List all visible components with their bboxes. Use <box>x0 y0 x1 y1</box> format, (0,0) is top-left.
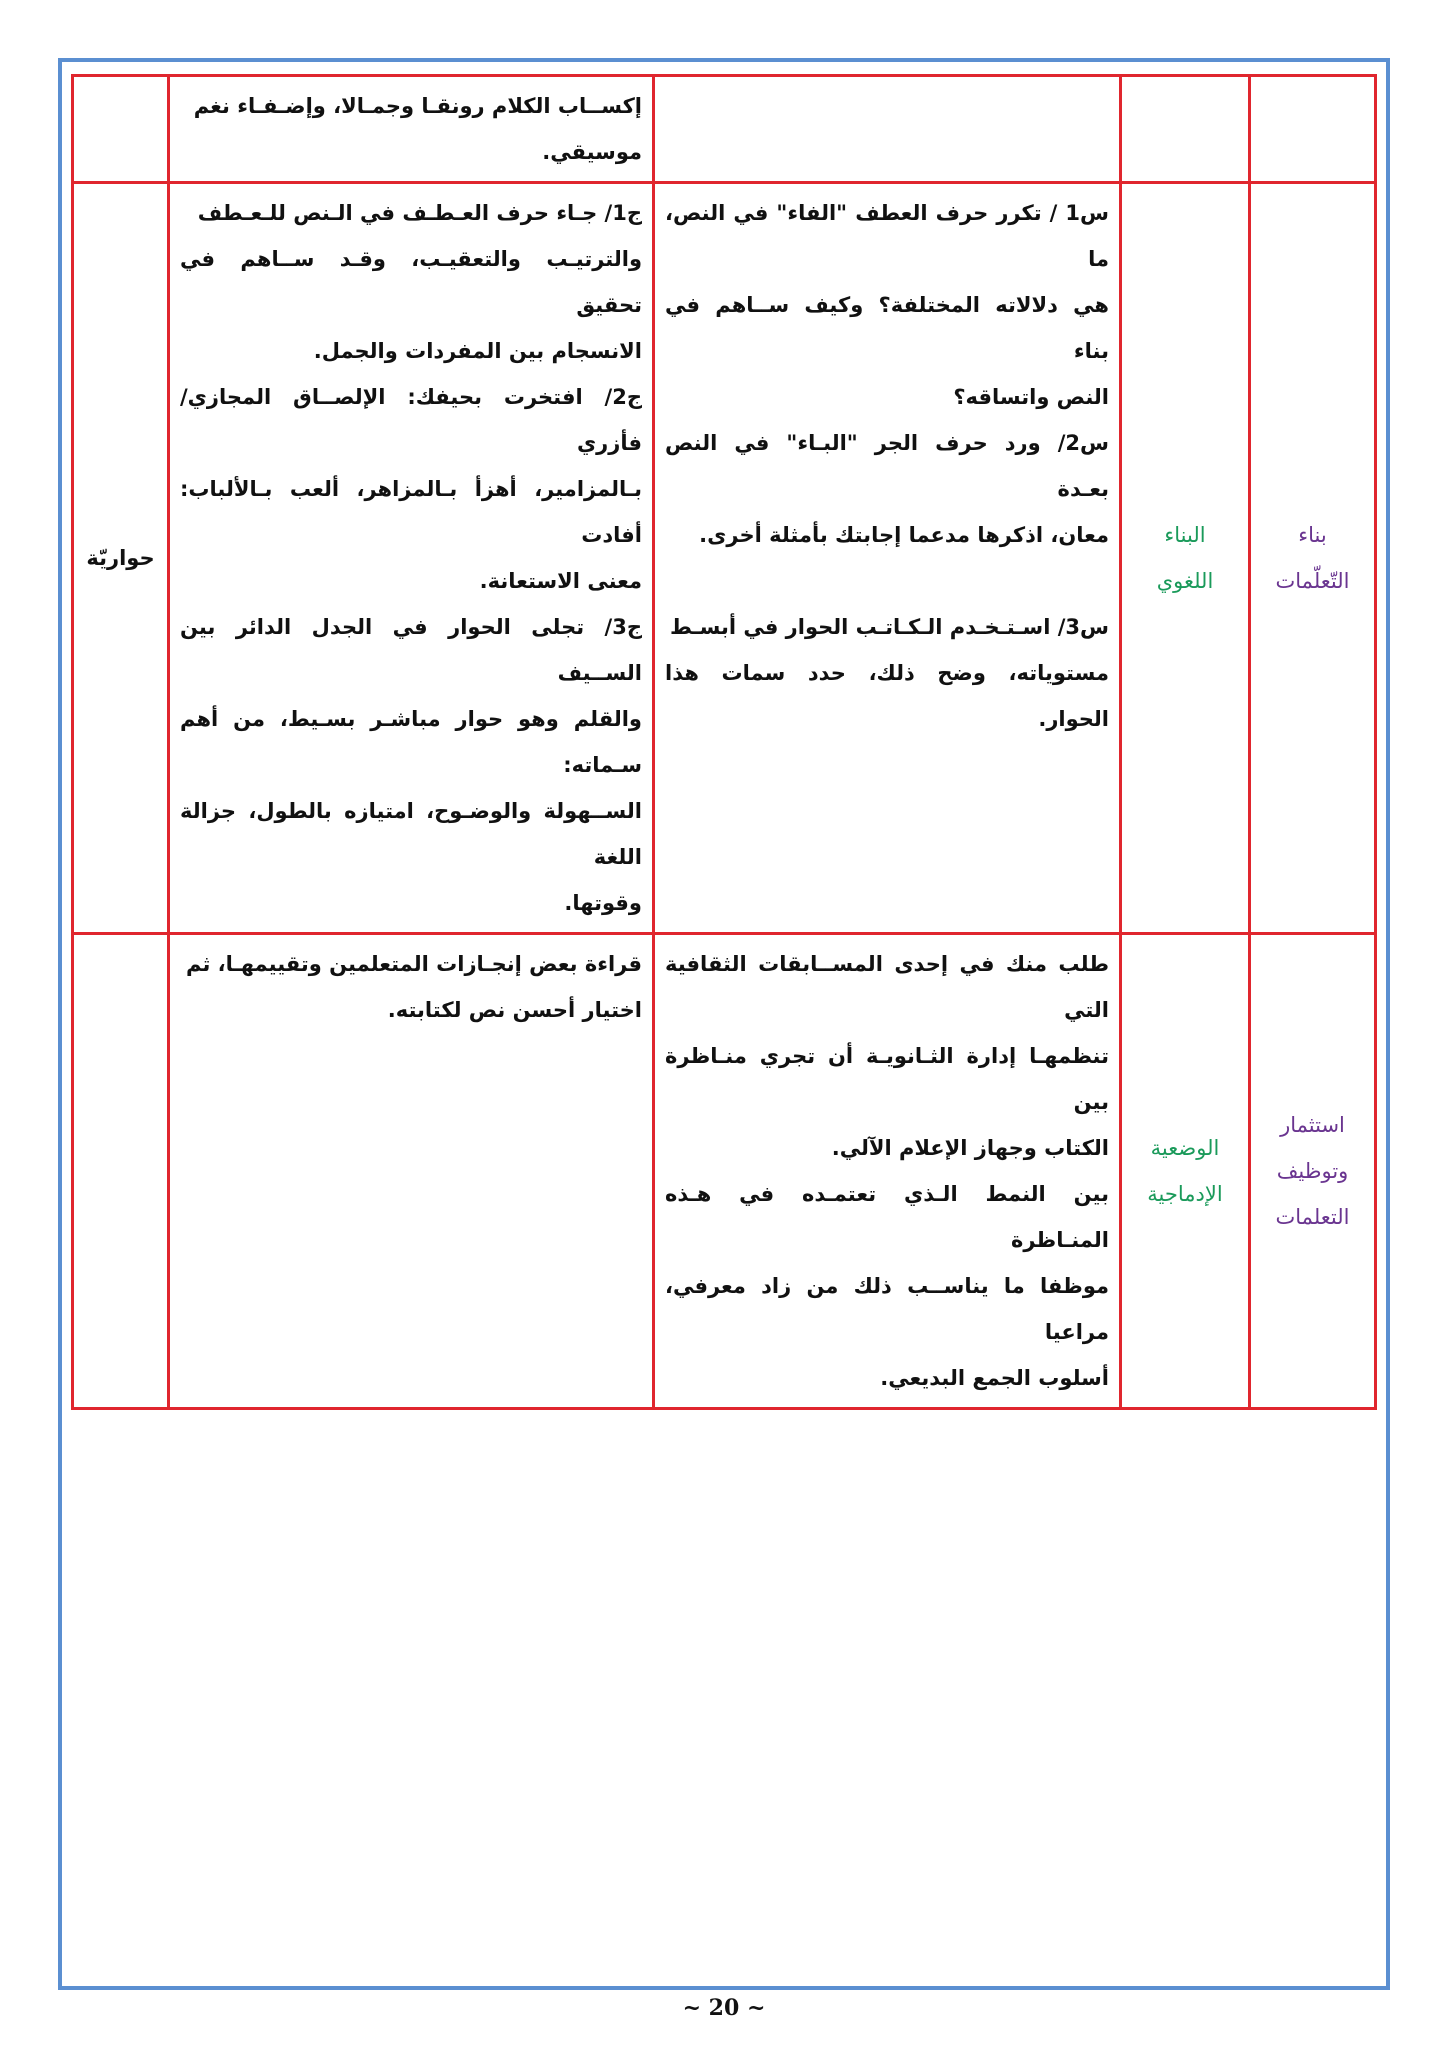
table-row <box>73 934 1376 1409</box>
cell-line: اختيار أحسن نص لكتابته. <box>387 998 642 1022</box>
cell-line: موسيقي. <box>542 140 642 164</box>
cell-line: الانسجام بين المفردات والجمل. <box>313 339 642 363</box>
cell-line: ج2/ افتخرت بحيفك: الإلصــاق المجازي/ فأزري <box>180 385 642 455</box>
cell-line: النص واتساقه؟ <box>953 385 1109 409</box>
cell-line: الإدماجية <box>1147 1182 1223 1206</box>
cell-line: مستوياته، وضح ذلك، حدد سمات هذا الحوار. <box>665 661 1109 731</box>
cell-line: معان، اذكرها مدعما إجابتك بأمثلة أخرى. <box>699 523 1109 547</box>
cell-line: البناء <box>1164 523 1206 547</box>
cell-line: معنى الاستعانة. <box>479 569 642 593</box>
table-row <box>73 183 1376 934</box>
answer-cell <box>169 76 654 183</box>
cell-line: س3/ اسـتـخـدم الـكـاتـب الحوار في أبسـط <box>669 615 1109 639</box>
cell-line: الســهولة والوضـوح، امتيازه بالطول، جزالة اللغة <box>180 799 642 869</box>
lesson-table <box>71 74 1377 1410</box>
activity-cell <box>654 76 1121 183</box>
cell-line: موظفا ما يناســب ذلك من زاد معرفي، مراعيا <box>665 1274 1109 1344</box>
cell-line: بناء <box>1298 523 1327 547</box>
cell-text: حواريّة <box>86 546 155 570</box>
type-cell <box>73 183 169 934</box>
substage-cell <box>1121 183 1250 934</box>
stage-cell <box>1250 183 1376 934</box>
cell-line <box>665 558 1109 604</box>
page-number: ~ 20 ~ <box>682 1995 766 2021</box>
cell-line: بين النمط الـذي تعتمـده في هـذه المنـاظرة <box>665 1182 1109 1252</box>
cell-line: التعلمات <box>1275 1205 1350 1229</box>
cell-line: اللغوي <box>1156 569 1214 593</box>
type-cell <box>73 934 169 1409</box>
cell-line: إكســاب الكلام رونقـا وجمـالا، وإضـفـاء نغم <box>193 94 642 118</box>
cell-line: وتوظيف <box>1276 1159 1349 1183</box>
answer-cell <box>169 934 654 1409</box>
cell-line: الكتاب وجهاز الإعلام الآلي. <box>831 1136 1109 1160</box>
stage-cell <box>1250 934 1376 1409</box>
cell-line: التّعلّمات <box>1275 569 1350 593</box>
cell-line: طلب منك في إحدى المســابقات الثقافية التي <box>665 952 1109 1022</box>
activity-cell <box>654 183 1121 934</box>
cell-line: استثمار <box>1280 1113 1345 1137</box>
cell-line: قراءة بعض إنجـازات المتعلمين وتقييمهـا، ثم <box>185 952 642 976</box>
answer-cell <box>169 183 654 934</box>
cell-line: ج1/ جـاء حرف العـطـف في الـنص للـعـطف <box>197 201 642 225</box>
cell-line: س1 / تكرر حرف العطف "الفاء" في النص، ما <box>665 201 1109 271</box>
cell-line: بـالمزامير، أهزأ بـالمزاهر، ألعب بـالألباب: أفادت <box>180 477 642 547</box>
substage-cell <box>1121 934 1250 1409</box>
cell-line: والترتيـب والتعقيـب، وقـد ســاهم في تحقيق <box>180 247 642 317</box>
cell-line: أسلوب الجمع البديعي. <box>880 1366 1109 1390</box>
cell-line: س2/ ورد حرف الجر "البـاء" في النص بعـدة <box>665 431 1109 501</box>
table-row <box>73 76 1376 183</box>
cell-line: وقوتها. <box>564 891 642 915</box>
type-cell <box>73 76 169 183</box>
activity-cell <box>654 934 1121 1409</box>
cell-line: والقلم وهو حوار مباشـر بسـيط، من أهم سـماته: <box>180 707 642 777</box>
stage-cell <box>1250 76 1376 183</box>
substage-cell <box>1121 76 1250 183</box>
cell-line: هي دلالاته المختلفة؟ وكيف ســاهم في بناء <box>665 293 1109 363</box>
cell-line: ج3/ تجلى الحوار في الجدل الدائر بين الســيف <box>180 615 642 685</box>
cell-line: تنظمهـا إدارة الثـانويـة أن تجري منـاظرة بين <box>665 1044 1109 1114</box>
cell-line: الوضعية <box>1150 1136 1220 1160</box>
